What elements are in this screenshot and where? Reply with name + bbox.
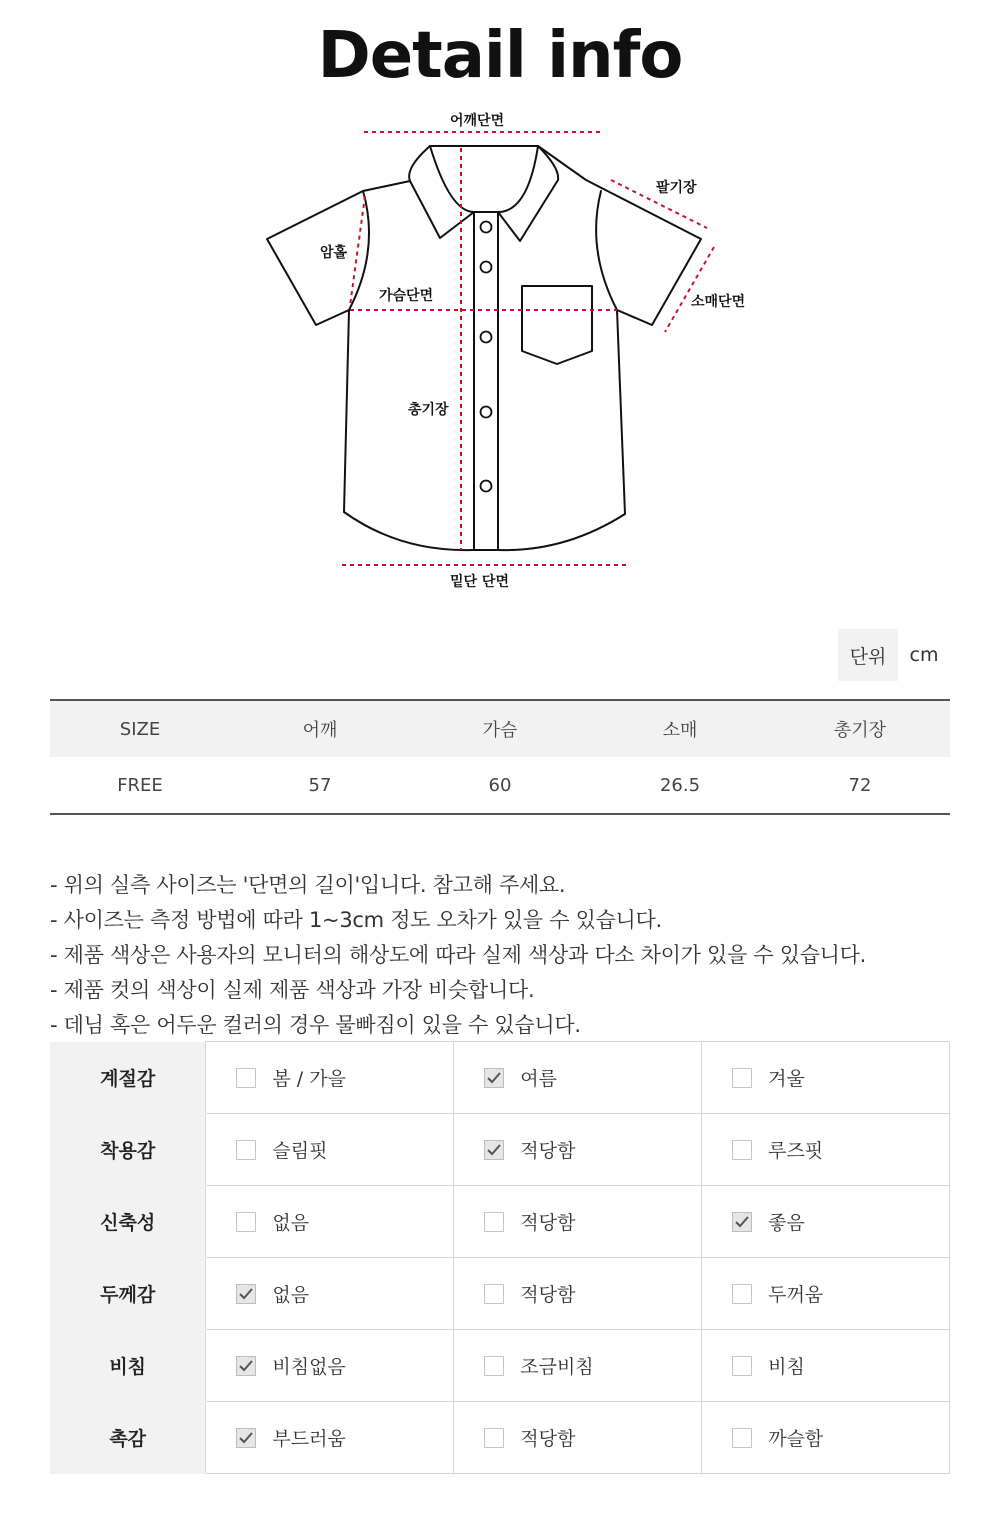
- attribute-name: 촉감: [50, 1402, 206, 1474]
- attribute-option: [732, 1424, 949, 1451]
- label-armhole: 암홀: [320, 245, 348, 261]
- checkbox-checked: [732, 1212, 752, 1232]
- size-table-header-row: [50, 700, 950, 757]
- attribute-option-cell: [454, 1258, 702, 1330]
- size-notes: [50, 868, 960, 1043]
- checkbox-checked: [484, 1068, 504, 1088]
- attribute-option-cell: [206, 1186, 454, 1258]
- attribute-table: [50, 1041, 950, 1474]
- checkbox-checked: [236, 1284, 256, 1304]
- attribute-option-label: 루즈핏: [768, 1140, 824, 1162]
- checkbox-checked: [236, 1356, 256, 1376]
- attribute-name: 비침: [50, 1330, 206, 1402]
- attribute-option: [732, 1208, 949, 1235]
- attribute-option-label: 좋음: [768, 1212, 805, 1234]
- checkbox-unchecked: [484, 1428, 504, 1448]
- attribute-option-label: 적당함: [520, 1428, 576, 1450]
- attribute-option-cell: [454, 1330, 702, 1402]
- attribute-option-cell: [454, 1402, 702, 1474]
- attribute-option-label: 적당함: [520, 1212, 576, 1234]
- size-cell: 72: [770, 757, 950, 814]
- attribute-option: [484, 1352, 701, 1379]
- checkbox-unchecked: [732, 1356, 752, 1376]
- attribute-option-cell: [702, 1186, 950, 1258]
- attribute-option-cell: [206, 1402, 454, 1474]
- size-header-cell: 소매: [590, 700, 770, 757]
- checkbox-unchecked: [732, 1068, 752, 1088]
- size-header-cell: 어깨: [230, 700, 410, 757]
- size-header-cell: 가슴: [410, 700, 590, 757]
- size-header-cell: 총기장: [770, 700, 950, 757]
- size-table: [50, 699, 950, 815]
- attribute-option-cell: [702, 1114, 950, 1186]
- attribute-name: 신축성: [50, 1186, 206, 1258]
- unit-value: cm: [909, 644, 939, 666]
- unit-label: 단위: [838, 629, 898, 681]
- checkmark-icon: [238, 1359, 254, 1373]
- attribute-option-label: 두꺼움: [768, 1284, 824, 1306]
- checkbox-checked: [484, 1140, 504, 1160]
- attribute-option-label: 여름: [520, 1068, 557, 1090]
- checkbox-unchecked: [236, 1068, 256, 1088]
- attribute-option-cell: [702, 1402, 950, 1474]
- attribute-option-label: 없음: [272, 1212, 310, 1234]
- checkmark-icon: [238, 1431, 254, 1445]
- page-title: Detail info: [317, 19, 683, 93]
- attribute-name: 계절감: [50, 1042, 206, 1114]
- attribute-option: [732, 1352, 949, 1379]
- shirt-illustration: [0, 100, 1000, 600]
- size-cell: 60: [410, 757, 590, 814]
- note-line: - 제품 컷의 색상이 실제 제품 색상과 가장 비슷합니다.: [50, 978, 535, 1002]
- checkbox-unchecked: [484, 1356, 504, 1376]
- checkbox-unchecked: [732, 1140, 752, 1160]
- attribute-option: [732, 1136, 949, 1163]
- size-header-cell: SIZE: [50, 700, 230, 757]
- attribute-option-cell: [702, 1330, 950, 1402]
- attribute-option-label: 겨울: [768, 1068, 805, 1090]
- checkbox-checked: [236, 1428, 256, 1448]
- attribute-option-cell: [206, 1114, 454, 1186]
- attribute-option: [732, 1064, 949, 1091]
- table-row: [50, 757, 950, 814]
- attribute-row: [50, 1186, 950, 1258]
- attribute-option-cell: [206, 1042, 454, 1114]
- note-line: - 데님 혹은 어두운 컬러의 경우 물빠짐이 있을 수 있습니다.: [50, 1013, 581, 1037]
- size-cell: FREE: [50, 757, 230, 814]
- attribute-option: [236, 1136, 453, 1163]
- shirt-measurement-diagram: [0, 100, 1000, 600]
- attribute-row: [50, 1330, 950, 1402]
- attribute-row: [50, 1258, 950, 1330]
- attribute-option: [236, 1064, 453, 1091]
- attribute-name: 두께감: [50, 1258, 206, 1330]
- label-chest-width: 가슴단면: [379, 288, 434, 304]
- label-total-length: 총기장: [408, 402, 449, 418]
- attribute-option-label: 부드러움: [272, 1428, 346, 1450]
- attribute-option-cell: [702, 1042, 950, 1114]
- size-cell: 57: [230, 757, 410, 814]
- attribute-row: [50, 1042, 950, 1114]
- attribute-option: [236, 1352, 453, 1379]
- attribute-row: [50, 1402, 950, 1474]
- attribute-option: [484, 1064, 701, 1091]
- checkmark-icon: [238, 1287, 254, 1301]
- attribute-name: 착용감: [50, 1114, 206, 1186]
- attribute-option: [236, 1208, 453, 1235]
- checkbox-unchecked: [236, 1212, 256, 1232]
- checkbox-unchecked: [236, 1140, 256, 1160]
- attribute-row: [50, 1114, 950, 1186]
- attribute-option-label: 없음: [272, 1284, 310, 1306]
- label-shoulder-width: 어깨단면: [450, 113, 505, 129]
- note-line: - 제품 색상은 사용자의 모니터의 해상도에 따라 실제 색상과 다소 차이가 있을 수 있습니다.: [50, 943, 867, 967]
- checkmark-icon: [486, 1143, 502, 1157]
- checkbox-unchecked: [484, 1212, 504, 1232]
- attribute-option-cell: [206, 1258, 454, 1330]
- attribute-option-label: 까슬함: [768, 1428, 824, 1450]
- note-line: - 사이즈는 측정 방법에 따라 1~3cm 정도 오차가 있을 수 있습니다.: [50, 908, 662, 932]
- label-sleeve-width: 소매단면: [691, 294, 746, 310]
- attribute-option-label: 봄 / 가을: [272, 1068, 346, 1090]
- note-line: - 위의 실측 사이즈는 '단면의 길이'입니다. 참고해 주세요.: [50, 873, 566, 897]
- attribute-option-cell: [454, 1114, 702, 1186]
- checkmark-icon: [734, 1215, 750, 1229]
- attribute-option: [236, 1424, 453, 1451]
- label-sleeve-length: 팔기장: [656, 180, 697, 196]
- attribute-option-cell: [702, 1258, 950, 1330]
- attribute-option-label: 적당함: [520, 1284, 576, 1306]
- attribute-option-label: 적당함: [520, 1140, 576, 1162]
- attribute-option: [732, 1280, 949, 1307]
- attribute-option-cell: [454, 1186, 702, 1258]
- attribute-option: [484, 1424, 701, 1451]
- attribute-option-label: 조금비침: [520, 1356, 594, 1378]
- attribute-option-label: 슬림핏: [272, 1140, 328, 1162]
- attribute-option-label: 비침없음: [272, 1356, 346, 1378]
- attribute-option: [484, 1280, 701, 1307]
- checkmark-icon: [486, 1071, 502, 1085]
- attribute-option-cell: [206, 1330, 454, 1402]
- checkbox-unchecked: [732, 1428, 752, 1448]
- attribute-option: [236, 1280, 453, 1307]
- attribute-option-label: 비침: [768, 1356, 805, 1378]
- checkbox-unchecked: [484, 1284, 504, 1304]
- attribute-option: [484, 1208, 701, 1235]
- size-cell: 26.5: [590, 757, 770, 814]
- label-hem-width: 밑단 단면: [450, 574, 509, 590]
- checkbox-unchecked: [732, 1284, 752, 1304]
- attribute-option: [484, 1136, 701, 1163]
- attribute-option-cell: [454, 1042, 702, 1114]
